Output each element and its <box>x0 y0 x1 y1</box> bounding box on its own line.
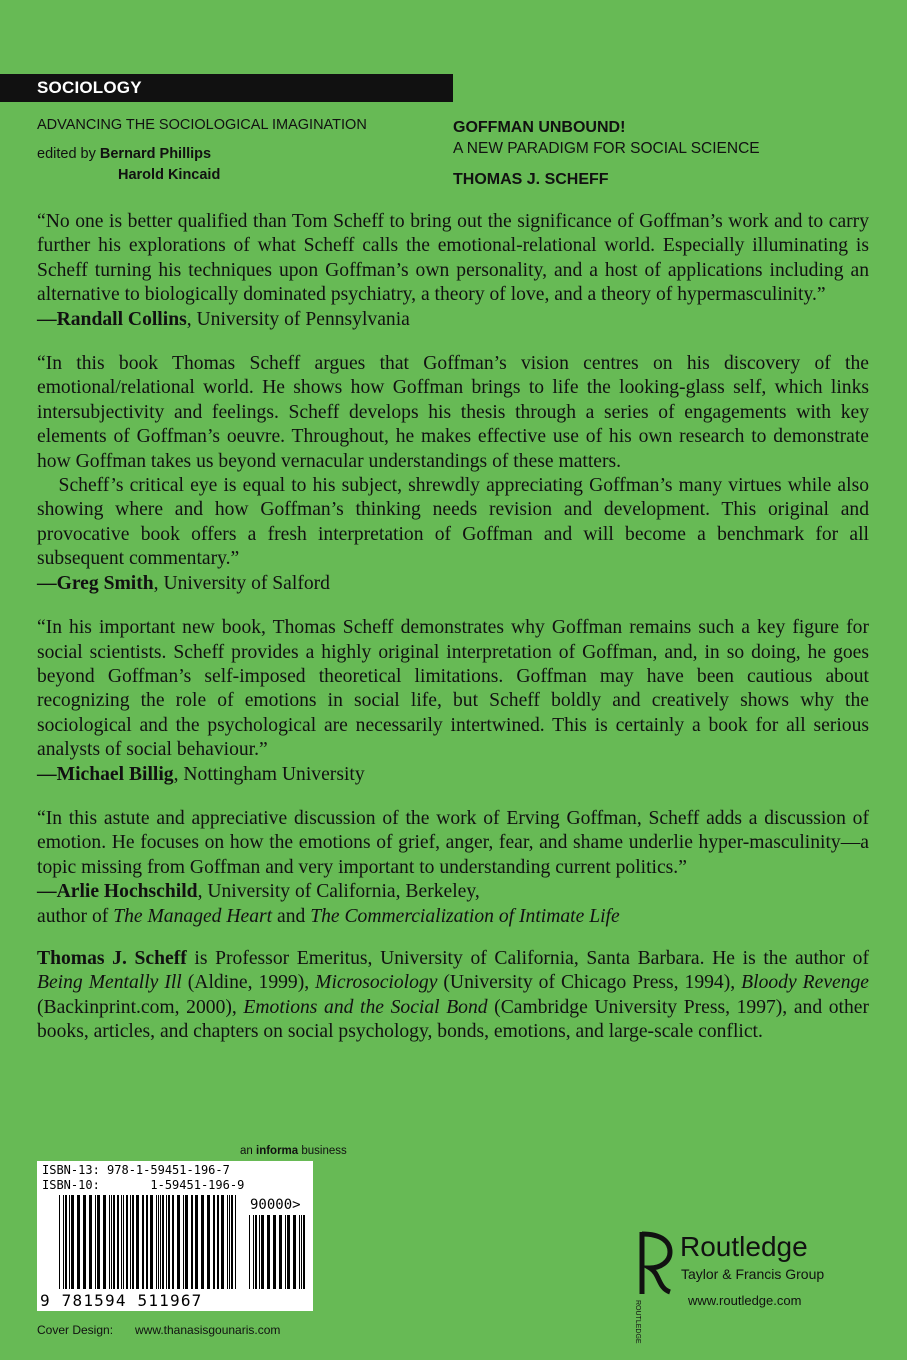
series-name: SOCIOLOGY <box>37 78 142 97</box>
cover-design-label: Cover Design: <box>37 1323 114 1337</box>
barcode-bar <box>217 1195 219 1289</box>
editor-1: Bernard Phillips <box>99 146 212 162</box>
barcode-bar <box>185 1195 188 1289</box>
barcode-bar <box>71 1195 74 1289</box>
barcode-bar <box>177 1195 180 1289</box>
barcode-bar <box>156 1195 157 1289</box>
barcode-bar <box>261 1215 264 1289</box>
endorsement-quote: “In this astute and appreciative discussion of the work of Erving Goffman, Scheff adds a discussion of emotion. He focuses on how the emotions of grief, anger, fear, and shame underlie hyper-masculinity—a topic missing from Goffman and very important to understanding current politics.” <box>37 807 869 878</box>
barcode-box <box>37 1161 313 1311</box>
barcode-bar <box>229 1195 230 1289</box>
barcode-bar <box>89 1195 92 1289</box>
book-subtitle: A NEW PARADIGM FOR SOCIAL SCIENCE <box>453 140 760 157</box>
endorser-affiliation: , University of Salford <box>153 572 330 594</box>
endorsement <box>37 616 869 787</box>
barcode-bar <box>195 1195 198 1289</box>
publisher-name: Routledge <box>680 1231 808 1262</box>
author-bio: Thomas J. Scheff is Professor Emeritus, University of California, Santa Barbara. He is the author of Being Mentally Ill (Aldine, 1999), Microsociology (University of Chicago Press, 1994), Bloody Revenge (Backinprint.com, 2000), Emotions and the Social Bond (Cambridge University Press, 1997), and other books, articles, and chapters on social psychology, bonds, emotions, and large-scale conflict. <box>37 947 870 1043</box>
barcode-bar <box>273 1215 276 1289</box>
barcode-bar <box>299 1215 300 1289</box>
endorser-name: —Randall Collins <box>37 308 187 330</box>
endorsement <box>37 210 869 332</box>
barcode-bar <box>259 1215 260 1289</box>
barcode-bar <box>303 1215 305 1289</box>
barcode-bar <box>253 1215 254 1289</box>
barcode-bars <box>37 1161 313 1311</box>
endorser-affiliation: , University of California, Berkeley, <box>197 881 480 903</box>
barcode-bar <box>77 1195 80 1289</box>
barcode-bar <box>130 1195 131 1289</box>
endorser-name: —Michael Billig <box>37 763 174 785</box>
barcode-bar <box>160 1195 161 1289</box>
edited-by-label: edited by <box>37 146 96 162</box>
editor-2: Harold Kincaid <box>118 167 221 183</box>
barcode-bar <box>235 1195 236 1289</box>
barcode-bar <box>59 1195 60 1289</box>
barcode-addon <box>249 1215 305 1289</box>
endorsement-quote: “In this book Thomas Scheff argues that Goffman’s vision centres on his discovery of the emotional/relational world. He shows how Goffman brings to life the looking-glass self, which links intersubjectivity and feelings. Scheff develops his thesis through a series of engagements with key elements of Goffman’s oeuvre. Throughout, he makes effective use of his own research to demonstrate how Goffman takes us beyond vernacular understandings of these matters. <box>37 353 869 472</box>
cover-design-url: www.thanasisgounaris.com <box>135 1323 281 1337</box>
barcode-bar <box>279 1215 282 1289</box>
barcode-bar <box>168 1195 170 1289</box>
bio-name: Thomas J. Scheff <box>37 947 187 969</box>
barcode-bar <box>191 1195 193 1289</box>
publisher-url: www.routledge.com <box>688 1293 802 1308</box>
series-banner <box>0 74 453 102</box>
endorsement-quote: Scheff’s critical eye is equal to his subject, shrewdly appreciating Goffman’s many virtues while also showing where and how Goffman’s thinking needs revision and development. This original and provocative book offers a fresh interpretation of Goffman and will become a benchmark for all subsequent commentary.” <box>37 475 869 570</box>
barcode-bar <box>227 1195 228 1289</box>
barcode-bar <box>121 1195 122 1289</box>
routledge-vertical-text: ROUTLEDGE <box>634 1300 641 1344</box>
endorsement <box>37 352 869 596</box>
informa-brand: informa <box>256 1145 299 1157</box>
series-subtitle: ADVANCING THE SOCIOLOGICAL IMAGINATION <box>37 117 367 133</box>
book-author: THOMAS J. SCHEFF <box>453 171 609 188</box>
barcode-bar <box>111 1195 112 1289</box>
endorser-credentials: author of The Managed Heart and The Commercialization of Intimate Life <box>37 905 620 927</box>
barcode-bar <box>65 1195 67 1289</box>
barcode-bar <box>113 1195 115 1289</box>
endorser-name: —Greg Smith <box>37 572 154 594</box>
barcode-bar <box>201 1195 204 1289</box>
barcode-bar <box>146 1195 148 1289</box>
barcode-bar <box>95 1195 96 1289</box>
barcode-bar <box>301 1215 302 1289</box>
barcode-bar <box>207 1195 210 1289</box>
barcode-bar <box>142 1195 144 1289</box>
barcode-bar <box>285 1215 286 1289</box>
barcode-bar <box>221 1195 224 1289</box>
barcode-bar <box>249 1215 250 1289</box>
informa-tagline: an informa business <box>240 1145 347 1157</box>
barcode-bar <box>158 1195 159 1289</box>
barcode-bar <box>126 1195 128 1289</box>
barcode-bar <box>109 1195 110 1289</box>
barcode-bar <box>213 1195 215 1289</box>
barcode-bar <box>162 1195 164 1289</box>
barcode-bar <box>293 1215 296 1289</box>
ean-digits: 9 781594 511967 <box>40 1291 203 1310</box>
barcode-bar <box>69 1195 70 1289</box>
barcode-bar <box>117 1195 119 1289</box>
isbn-10: ISBN-10: 1-59451-196-9 <box>42 1178 245 1192</box>
book-title: GOFFMAN UNBOUND! <box>453 119 626 136</box>
barcode-bar <box>231 1195 233 1289</box>
routledge-r-mark-icon <box>642 1232 670 1294</box>
edited-by-line <box>37 146 211 162</box>
barcode-bar <box>63 1195 64 1289</box>
barcode-bar <box>150 1195 153 1289</box>
barcode-bar <box>97 1195 100 1289</box>
book-reference: The Commercialization of Intimate Life <box>310 905 620 927</box>
barcode-bar <box>267 1215 270 1289</box>
price-code: 90000> <box>250 1197 301 1213</box>
barcode-bar <box>255 1215 257 1289</box>
barcode-bar <box>172 1195 174 1289</box>
book-reference: Being Mentally Ill <box>37 972 182 994</box>
barcode-main <box>59 1195 236 1289</box>
book-reference: The Managed Heart <box>113 905 273 927</box>
endorsement-quote: “In his important new book, Thomas Scheff demonstrates why Goffman remains such a key figure for social scientists. Scheff provides a highly original interpretation of Goffman, and, in so doing, he goes beyond Goffman’s self-imposed theoretical limitations. Goffman may have been cautious about recognizing the role of emotions in social life, but Scheff boldly and creatively shows why the sociological and the psychological are necessarily intertwined. This is certainly a book for all serious analysts of social behaviour.” <box>37 617 869 761</box>
endorser-name: —Arlie Hochschild <box>37 881 198 903</box>
book-reference: Emotions and the Social Bond <box>243 996 488 1018</box>
book-reference: Bloody Revenge <box>741 972 870 994</box>
publisher-group: Taylor & Francis Group <box>681 1266 825 1282</box>
endorsement <box>37 807 869 929</box>
endorsement-attribution <box>37 880 869 904</box>
routledge-logo-icon <box>628 1228 674 1344</box>
endorsement-attribution <box>37 572 869 596</box>
endorsement-attribution <box>37 308 869 332</box>
barcode-bar <box>183 1195 184 1289</box>
barcode-bar <box>123 1195 124 1289</box>
isbn-13: ISBN-13: 978-1-59451-196-7 <box>42 1163 230 1177</box>
main-text <box>37 210 869 1045</box>
endorser-affiliation: , University of Pennsylvania <box>186 308 410 330</box>
barcode-bar <box>103 1195 106 1289</box>
barcode-bar <box>83 1195 86 1289</box>
barcode-bar <box>132 1195 134 1289</box>
book-reference: Microsociology <box>315 972 438 994</box>
endorsement-quote: “No one is better qualified than Tom Scheff to bring out the significance of Goffman’s work and to carry further his explorations of what Scheff calls the emotional-relational world. Especially illuminating is Scheff turning his techniques upon Goffman’s own personality, and a host of applications including an alternative to biologically dominated psychiatry, a theory of love, and a theory of hypermasculinity.” <box>37 211 869 306</box>
barcode-bar <box>287 1215 290 1289</box>
barcode-bar <box>136 1195 139 1289</box>
barcode-bar <box>166 1195 167 1289</box>
endorser-affiliation: , Nottingham University <box>173 763 365 785</box>
endorsement-attribution <box>37 763 869 787</box>
